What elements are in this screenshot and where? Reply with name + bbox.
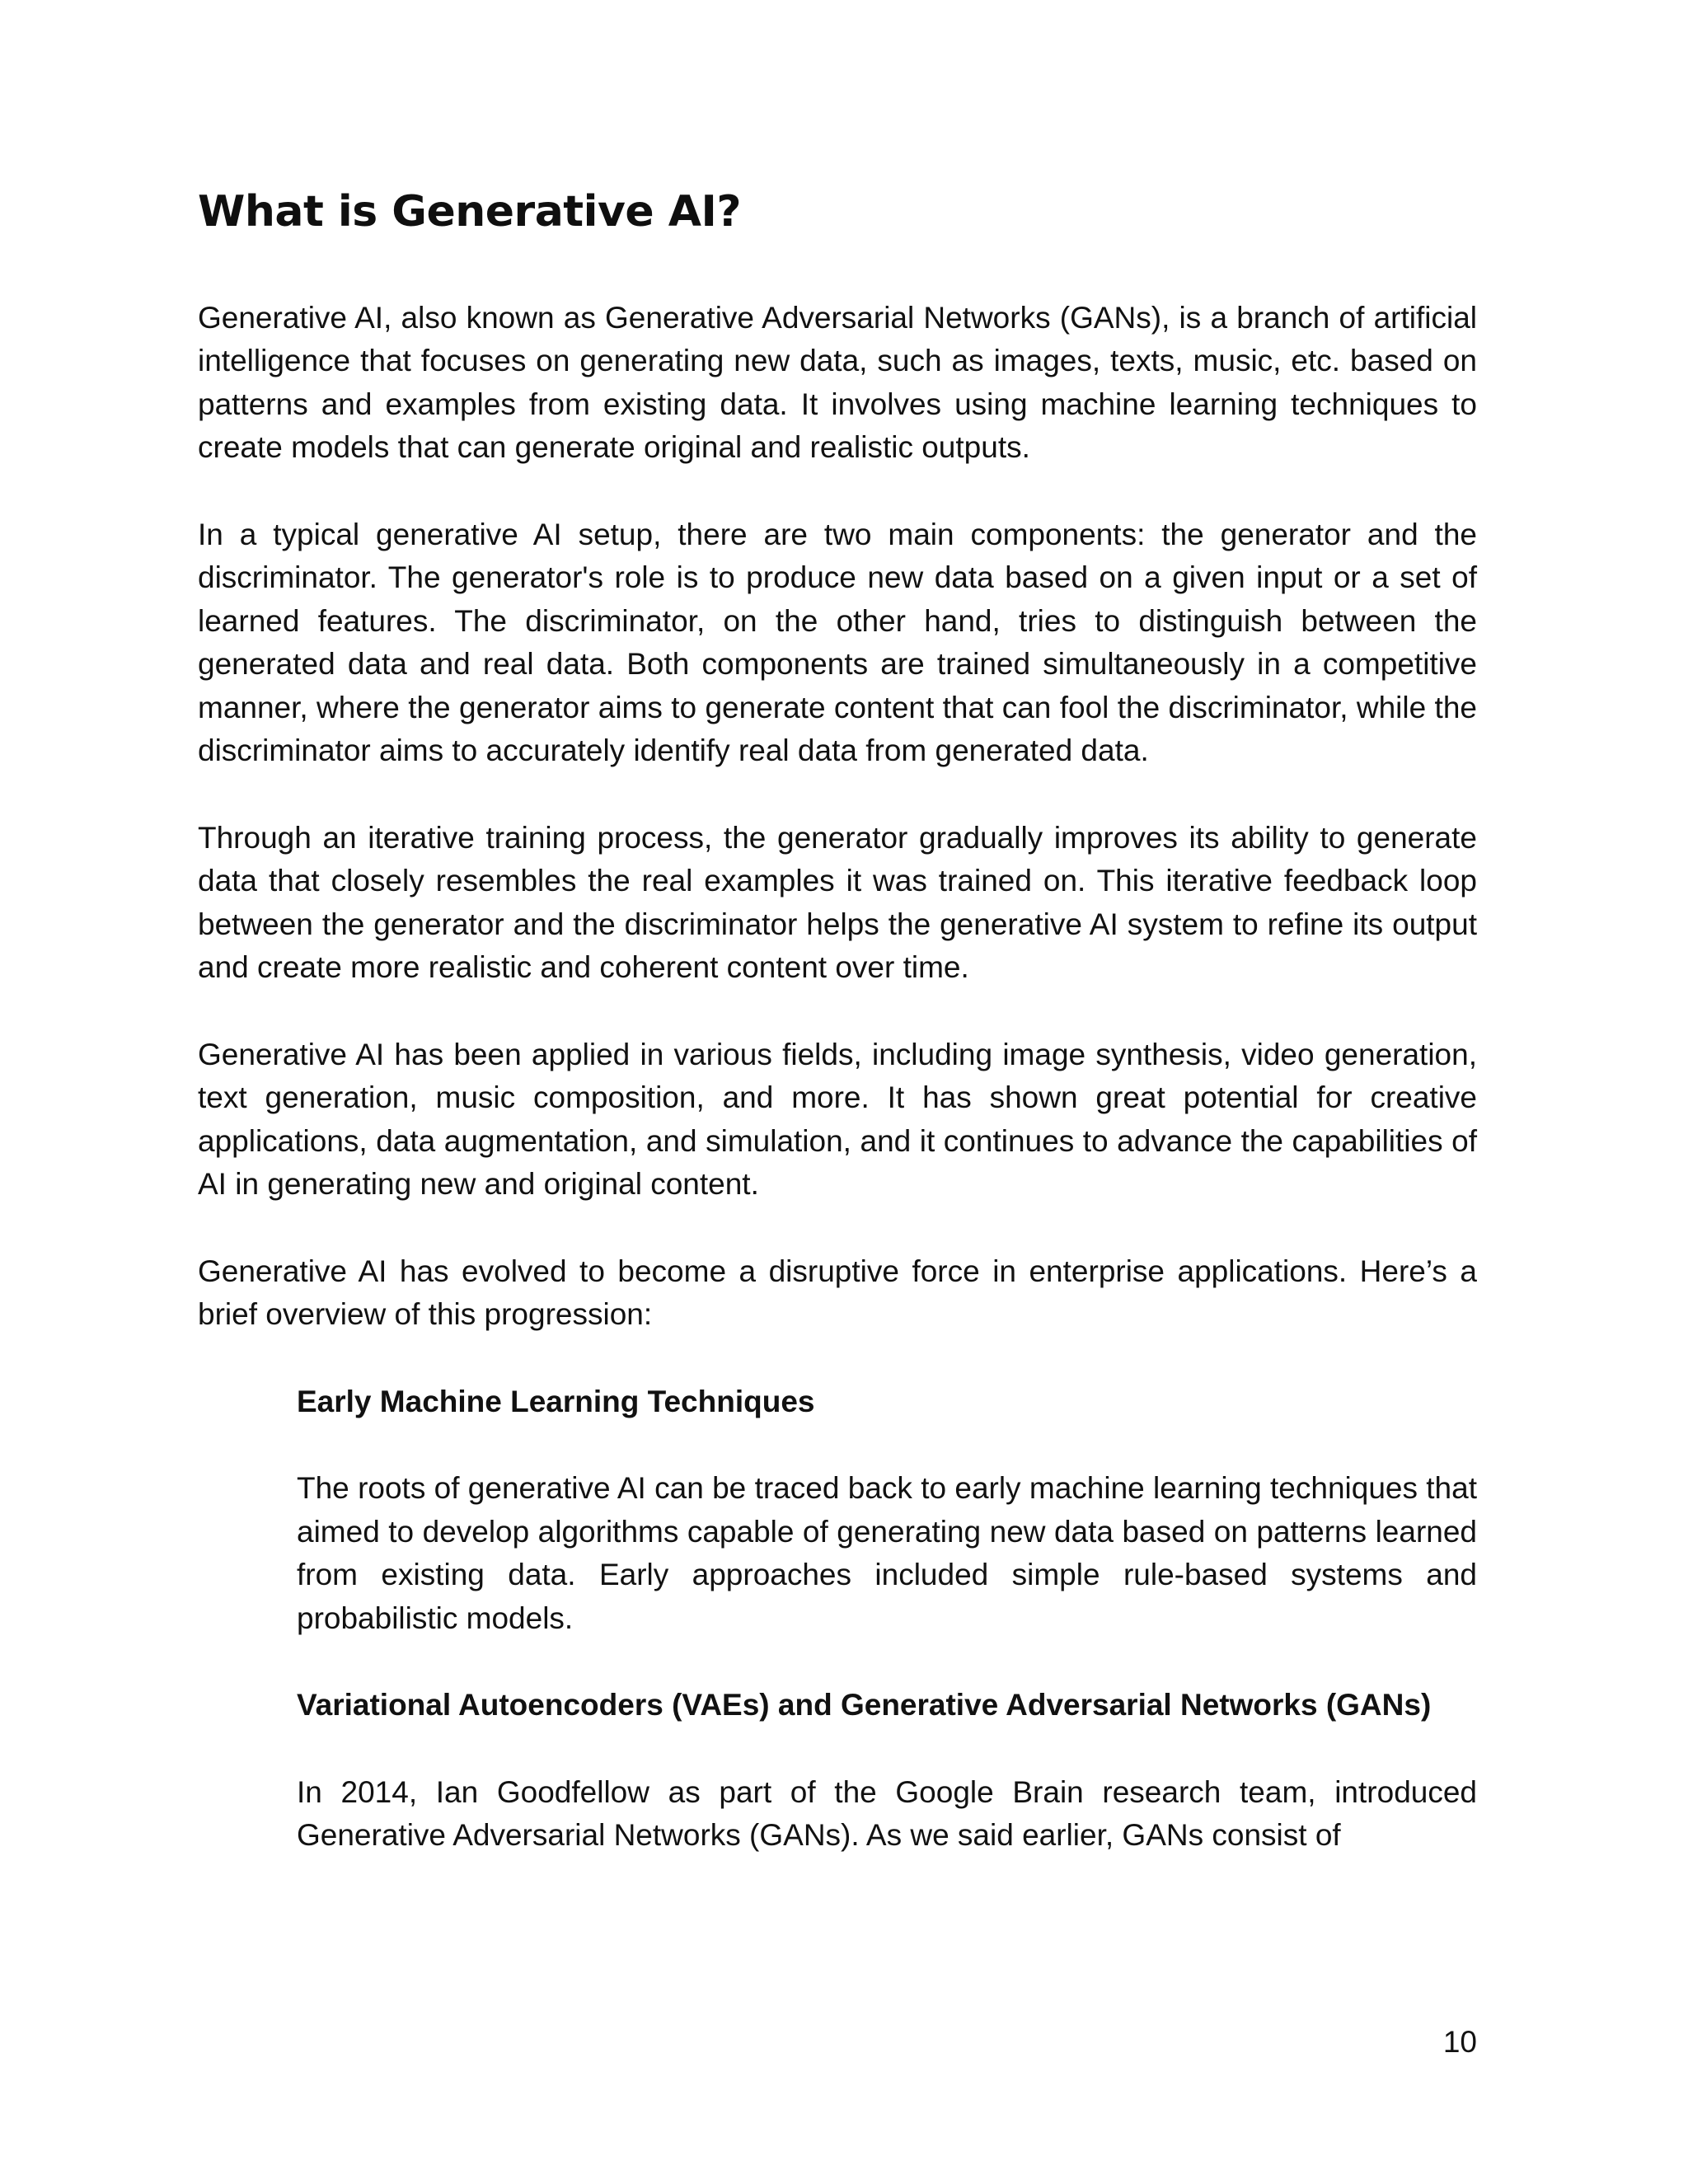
- page-number: 10: [1442, 2025, 1477, 2059]
- section-heading-early-ml: Early Machine Learning Techniques: [297, 1384, 815, 1418]
- page-content: [198, 188, 1477, 1901]
- section-heading-vae-gan: Variational Autoencoders (VAEs) and Generative Adversarial Networks (GANs): [297, 1688, 1432, 1722]
- section-body-vae-gan: In 2014, Ian Goodfellow as part of the Google Brain research team, introduced Generative Adversarial Networks (GANs). As we said earlier, GANs consist of: [297, 1774, 1477, 1853]
- paragraph-components: In a typical generative AI setup, there are two main components: the generator and the discriminator. The generator's role is to produce new data based on a given input or a set of learned features. The discriminator, on the other hand, tries to distinguish between the generated data and real data. Both components are trained simultaneously in a competitive manner, where the generator aims to generate content that can fool the discriminator, while the discriminator aims to accurately identify real data from generated data.: [198, 517, 1477, 768]
- paragraph-applications: Generative AI has been applied in various fields, including image synthesis, video generation, text generation, music composition, and more. It has shown great potential for creative applications, data augmentation, and simulation, and it continues to advance the capabilities of AI in generating new and original content.: [198, 1037, 1477, 1202]
- section-body-early-ml: The roots of generative AI can be traced back to early machine learning techniques that aimed to develop algorithms capable of generating new data based on patterns learned from existing data. Early approaches included simple rule-based systems and probabilistic models.: [297, 1471, 1477, 1635]
- paragraph-evolution-intro: Generative AI has evolved to become a disruptive force in enterprise applications. Here’s a brief overview of this progression:: [198, 1254, 1477, 1332]
- paragraph-definition: Generative AI, also known as Generative Adversarial Networks (GANs), is a branch of artificial intelligence that focuses on generating new data, such as images, texts, music, etc. based on patterns and examples from existing data. It involves using machine learning techniques to create models that can generate original and realistic outputs.: [198, 300, 1477, 465]
- paragraph-training: Through an iterative training process, the generator gradually improves its ability to generate data that closely resembles the real examples it was trained on. This iterative feedback loop between the generator and the discriminator helps the generative AI system to refine its output and create more realistic and coherent content over time.: [198, 820, 1477, 985]
- page-title: What is Generative AI?: [198, 187, 741, 237]
